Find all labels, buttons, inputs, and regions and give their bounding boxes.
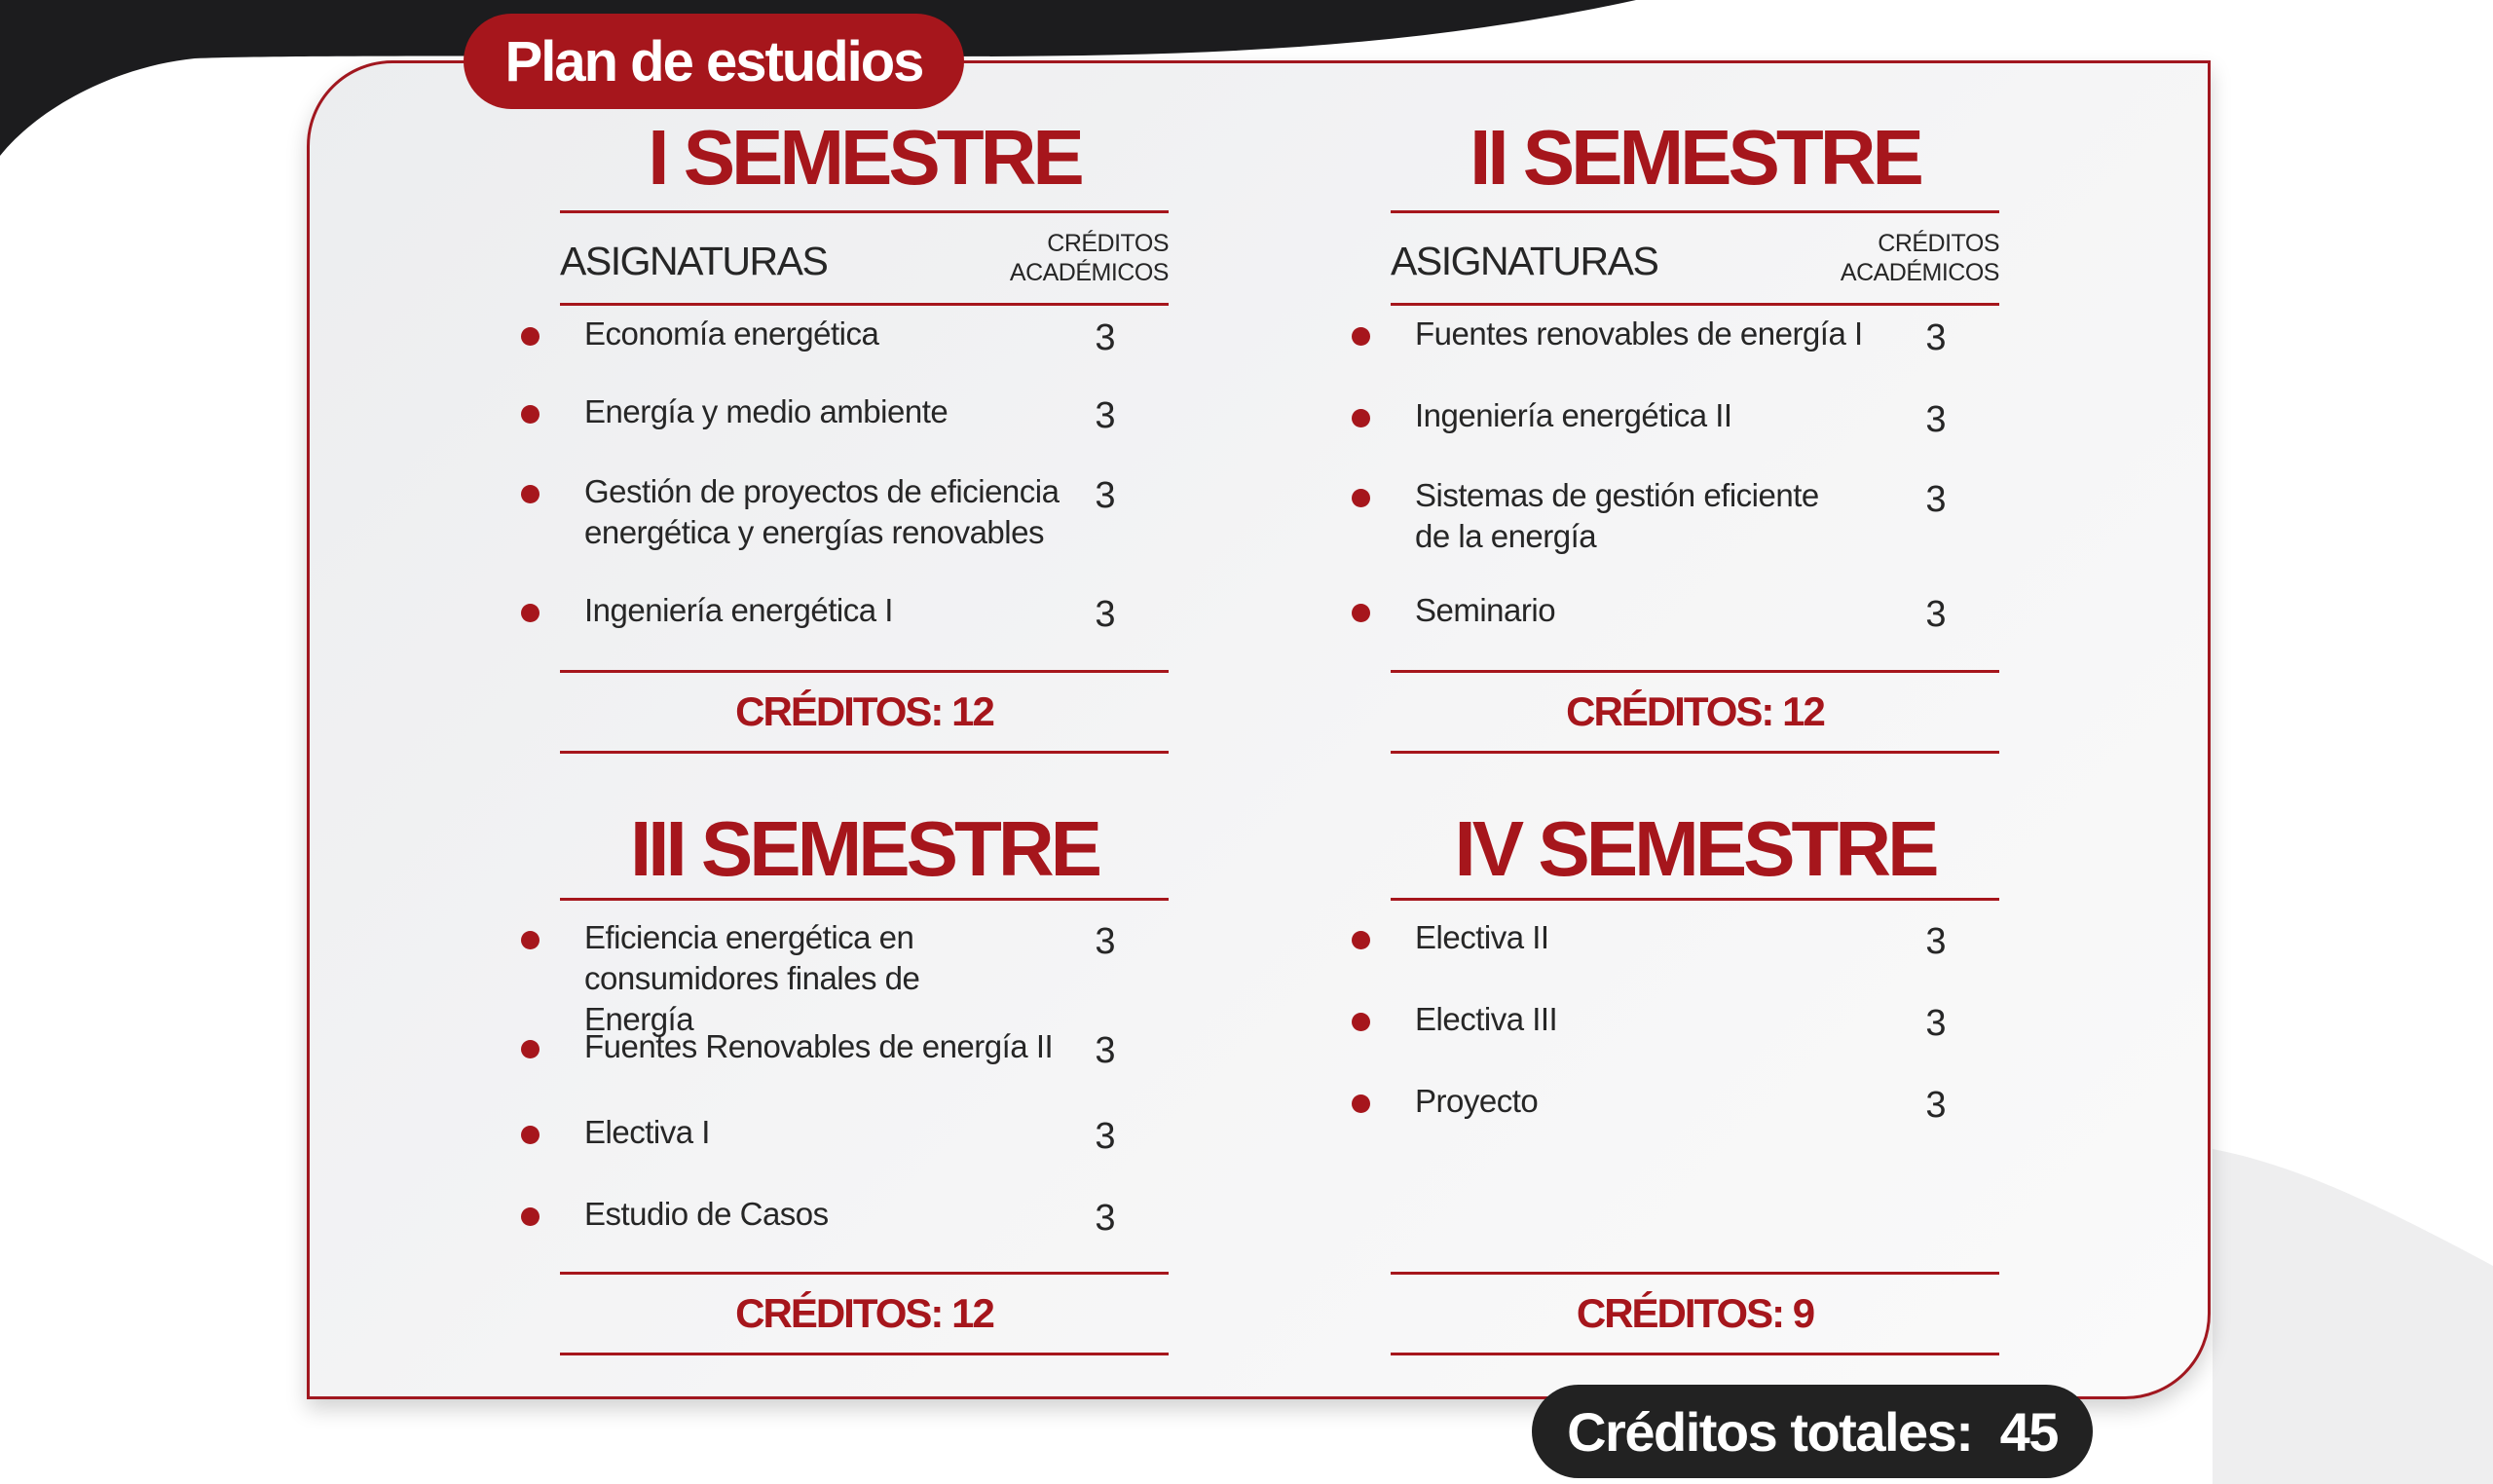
- bullet-icon: [1352, 327, 1370, 346]
- bullet-icon: [521, 1207, 540, 1226]
- semester-title: I SEMESTRE: [648, 114, 1081, 201]
- divider: [560, 303, 1169, 306]
- course-name: Ingeniería energética II: [1415, 397, 1732, 433]
- bullet-icon: [1352, 489, 1370, 507]
- course-credits: 3: [1095, 921, 1116, 962]
- course-credits: 3: [1095, 475, 1116, 516]
- credits-header: CRÉDITOS ACADÉMICOS: [1840, 230, 1999, 286]
- course-name: Ingeniería energética I: [584, 592, 893, 628]
- course-credits: 3: [1925, 1003, 1947, 1044]
- course-name: Electiva III: [1415, 1001, 1558, 1037]
- course-name: Electiva I: [584, 1114, 710, 1150]
- course-name: Gestión de proyectos de eficiencia energética y energías renovables: [584, 473, 1060, 550]
- plan-de-estudios-tab: [464, 14, 964, 109]
- total-credits-label: Créditos totales: 45: [1567, 1400, 2058, 1463]
- course-credits: 3: [1925, 1085, 1947, 1126]
- course-name: Proyecto: [1415, 1083, 1539, 1119]
- course-credits: 3: [1925, 399, 1947, 440]
- semester-4: [1391, 805, 1999, 1336]
- divider: [560, 898, 1169, 901]
- semester-title: III SEMESTRE: [630, 805, 1098, 892]
- course-credits: 3: [1095, 1116, 1116, 1157]
- semester-credits-total: CRÉDITOS: 12: [560, 670, 1169, 754]
- course-credits: 3: [1095, 1030, 1116, 1071]
- course-credits: 3: [1925, 479, 1947, 520]
- bullet-icon: [521, 485, 540, 503]
- course-credits: 3: [1925, 594, 1947, 635]
- course-credits: 3: [1095, 1198, 1116, 1239]
- course-name: Fuentes renovables de energía I: [1415, 315, 1863, 352]
- divider: [1391, 303, 1999, 306]
- bullet-icon: [521, 327, 540, 346]
- course-credits: 3: [1095, 317, 1116, 358]
- bullet-icon: [1352, 931, 1370, 949]
- semester-title: IV SEMESTRE: [1454, 805, 1936, 892]
- course-credits: 3: [1095, 594, 1116, 635]
- bullet-icon: [1352, 409, 1370, 427]
- bullet-icon: [1352, 1013, 1370, 1031]
- subjects-header: ASIGNATURAS: [560, 239, 828, 283]
- semester-credits-total: CRÉDITOS: 12: [560, 1272, 1169, 1355]
- course-credits: 3: [1095, 395, 1116, 436]
- bullet-icon: [521, 1126, 540, 1144]
- semester-credits-total: CRÉDITOS: 9: [1391, 1272, 1999, 1355]
- bullet-icon: [1352, 1094, 1370, 1113]
- semester-2: [1391, 114, 1999, 734]
- divider: [1391, 898, 1999, 901]
- course-credits: 3: [1925, 921, 1947, 962]
- bullet-icon: [521, 931, 540, 949]
- course-name: Electiva II: [1415, 919, 1549, 955]
- bullet-icon: [1352, 604, 1370, 622]
- course-name: Sistemas de gestión eficiente de la energía: [1415, 477, 1819, 554]
- subjects-header: ASIGNATURAS: [1391, 239, 1658, 283]
- total-credits-badge: [1532, 1385, 2093, 1478]
- course-name: Estudio de Casos: [584, 1196, 829, 1232]
- credits-header: CRÉDITOS ACADÉMICOS: [1009, 230, 1169, 286]
- bullet-icon: [521, 405, 540, 424]
- bullet-icon: [521, 1040, 540, 1058]
- course-name: Fuentes Renovables de energía II: [584, 1028, 1054, 1064]
- column-header-row: [1391, 213, 1999, 303]
- semester-credits-total: CRÉDITOS: 12: [1391, 670, 1999, 754]
- course-credits: 3: [1925, 317, 1947, 358]
- course-name: Energía y medio ambiente: [584, 393, 949, 429]
- bullet-icon: [521, 604, 540, 622]
- course-name: Eficiencia energética en consumidores finales de Energía: [584, 919, 920, 1037]
- plan-label: Plan de estudios: [504, 29, 923, 93]
- course-name: Economía energética: [584, 315, 879, 352]
- column-header-row: [560, 213, 1169, 303]
- semester-1: [560, 114, 1169, 734]
- semester-title: II SEMESTRE: [1470, 114, 1920, 201]
- course-name: Seminario: [1415, 592, 1556, 628]
- semester-3: [560, 805, 1169, 1336]
